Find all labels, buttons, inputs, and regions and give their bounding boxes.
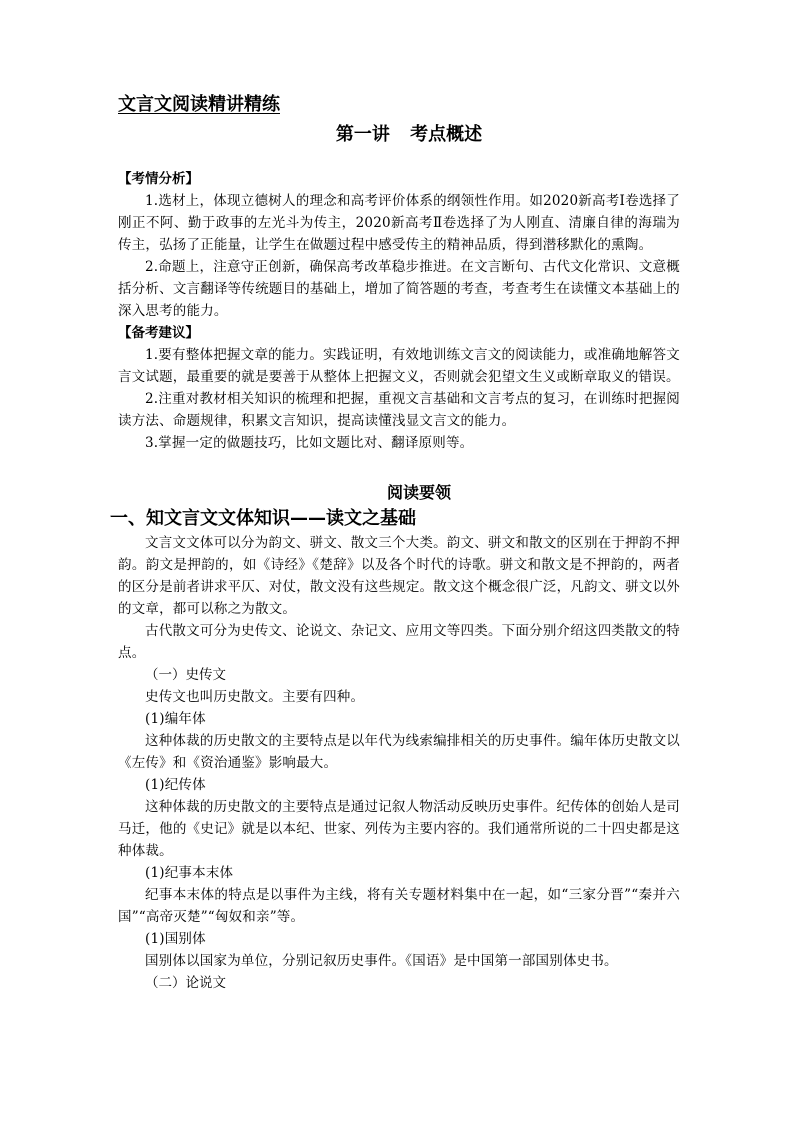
reading-paragraph-1: 文言文文体可以分为韵文、骈文、散文三个大类。韵文、骈文和散文的区别在于押韵不押韵。韵文是押韵的，如《诗经》《楚辞》以及各个时代的诗歌。骈文和散文是不押韵的，两者的区分是前者讲求平仄、对仗，散文没有这些规定。散文这个概念很广泛，凡韵文、骈文以外的文章，都可以称之为散文。: [118, 535, 680, 617]
item-biography-label: (1)纪传体: [145, 777, 206, 793]
item-state-text: 国别体以国家为单位，分别记叙历史事件。《国语》是中国第一部国别体史书。: [145, 953, 618, 969]
item-biography-text: 这种体裁的历史散文的主要特点是通过记叙人物活动反映历史事件。纪传体的创始人是司马迁，他的《史记》就是以本纪、世家、列传为主要内容的。我们通常所说的二十四史都是这种体裁。: [118, 799, 680, 859]
exam-analysis-section: [118, 168, 680, 322]
history-prose-intro: 史传文也叫历史散文。主要有四种。: [145, 689, 365, 705]
exam-analysis-paragraph-2: 2.命题上，注意守正创新，确保高考改革稳步推进。在文言断句、古代文化常识、文意概括分析、文言翻译等传统题目的基础上，增加了简答题的考查，考查考生在读懂文本基础上的深入思考的能力。: [118, 259, 680, 319]
item-chronicle-text: 这种体裁的历史散文的主要特点是以年代为线索编排相关的历史事件。编年体历史散文以《左传》和《资治通鉴》影响最大。: [118, 733, 680, 771]
document-page: [110, 92, 680, 994]
item-chronicle-label: (1)编年体: [145, 711, 206, 727]
reading-title: 阅读要领: [386, 483, 451, 502]
reading-section: [110, 480, 680, 994]
lecture-title: 第一讲 考点概述: [335, 124, 483, 145]
prep-advice-paragraph-1: 1.要有整体把握文章的能力。实践证明，有效地训练文言文的阅读能力，或准确地解答文言文试题，最重要的就是要善于从整体上把握文义，否则就会犯望文生义或断章取义的错误。: [118, 347, 680, 385]
prep-advice-label: 【备考建议】: [118, 325, 199, 341]
subsection-history-prose: （一）史传文: [145, 667, 226, 683]
item-state-label: (1)国别体: [145, 931, 206, 947]
reading-paragraph-2: 古代散文可分为史传文、论说文、杂记文、应用文等四类。下面分别介绍这四类散文的特点。: [118, 623, 680, 661]
exam-analysis-paragraph-1: 1.选材上，体现立德树人的理念和高考评价体系的纲领性作用。如2020新高考Ⅰ卷选择了刚正不阿、勤于政事的左光斗为传主，2020新高考Ⅱ卷选择了为人刚直、清廉自律的海瑞为传主，弘扬了正能量，让学生在做题过程中感受传主的精神品质，得到潜移默化的熏陶。: [118, 193, 680, 253]
prep-advice-section: [118, 322, 680, 454]
reading-heading-1: 一、知文言文文体知识——读文之基础: [110, 508, 416, 529]
exam-analysis-label: 【考情分析】: [118, 171, 199, 187]
prep-advice-paragraph-3: 3.掌握一定的做题技巧，比如文题比对、翻译原则等。: [145, 435, 474, 451]
subsection-argumentative-prose: （二）论说文: [145, 975, 226, 991]
document-title: 文言文阅读精讲精练: [118, 94, 280, 115]
item-event-label: (1)纪事本末体: [145, 865, 234, 881]
prep-advice-paragraph-2: 2.注重对教材相关知识的梳理和把握，重视文言基础和文言考点的复习，在训练时把握阅读方法、命题规律，积累文言知识，提高读懂浅显文言文的能力。: [118, 391, 680, 429]
item-event-text: 纪事本末体的特点是以事件为主线，将有关专题材料集中在一起，如“三家分晋”“秦并六国”“高帝灭楚”“匈奴和亲”等。: [118, 887, 680, 925]
